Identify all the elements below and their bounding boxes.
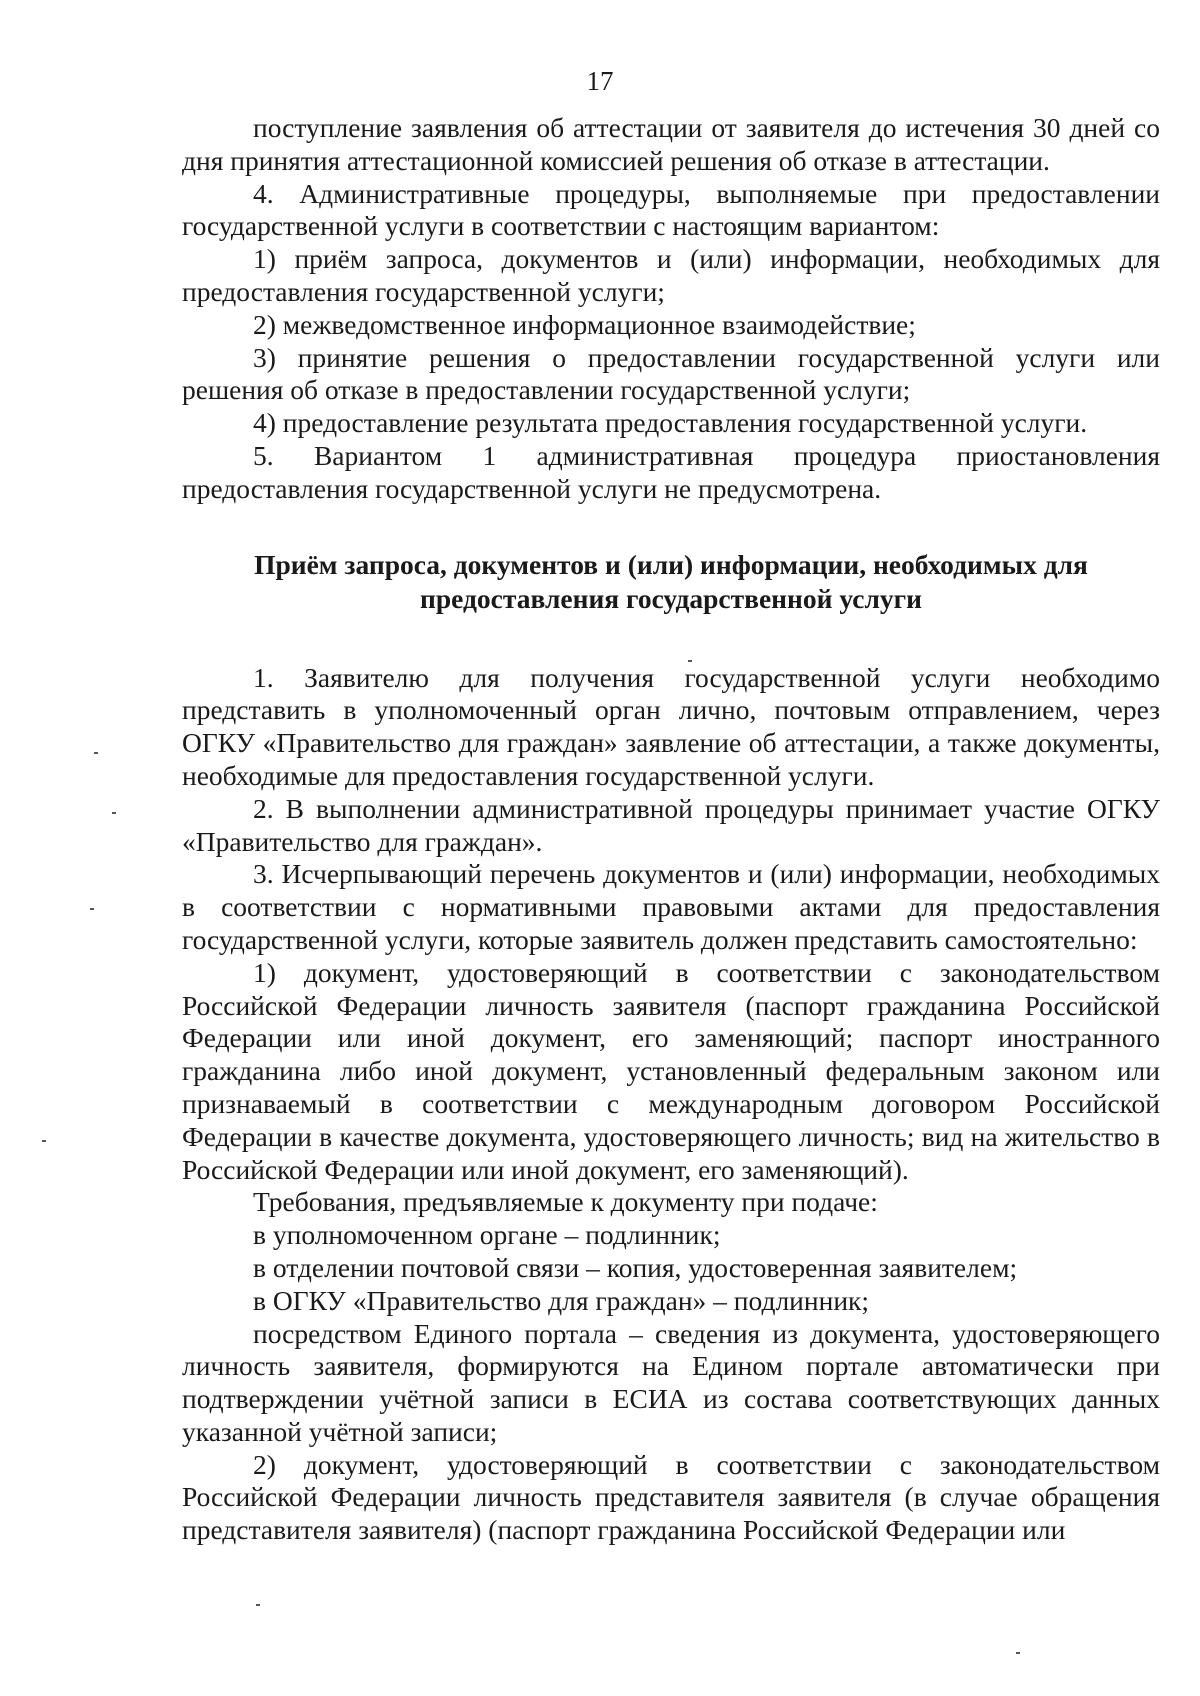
list-item: в уполномоченном органе – подлинник; [253, 1219, 721, 1251]
list-item: 3) принятие решения о предоставлении государственной услуги или решения об отказе в предоставлении государственной услуги; [182, 341, 1160, 406]
paragraph: Требования, предъявляемые к документу при подаче: [253, 1186, 878, 1218]
paragraph: 4. Административные процедуры, выполняемые при предоставлении государственной услуги в соответствии с настоящим вариантом: [182, 177, 1160, 242]
paragraph: 5. Вариантом 1 административная процедура приостановления предоставления государственной услуги не предусмотрена. [182, 439, 1160, 504]
paragraph: 1. Заявителю для получения государственной услуги необходимо представить в уполномоченный орган лично, почтовым отправлением, через ОГКУ «Правительство для граждан» заявление об аттестации, а также документы, необходимые для предоставления государственной услуги. [182, 661, 1160, 791]
page-number: 17 [586, 66, 614, 96]
document-body [182, 112, 1160, 1547]
scan-speck [90, 908, 94, 910]
paragraph: поступление заявления об аттестации от заявителя до истечения 30 дней со дня принятия аттестационной комиссией решения об отказе в аттестации. [182, 112, 1160, 176]
list-item: 2) документ, удостоверяющий в соответствии с законодательством Российской Федерации личность представителя заявителя (в случае обращения представителя заявителя) (паспорт гражданина Российской Федерации или [182, 1448, 1160, 1546]
paragraph: 2. В выполнении административной процедуры принимает участие ОГКУ «Правительство для граждан». [182, 792, 1160, 857]
list-item: 1) приём запроса, документов и (или) информации, необходимых для предоставления государственной услуги; [182, 243, 1160, 307]
list-item: 4) предоставление результата предоставления государственной услуги. [253, 407, 1088, 439]
list-item: в ОГКУ «Правительство для граждан» – подлинник; [253, 1284, 870, 1316]
paragraph: 3. Исчерпывающий перечень документов и (или) информации, необходимых в соответствии с нормативными правовыми актами для предоставления государственной услуги, которые заявитель должен представить самостоятельно: [182, 858, 1160, 955]
scan-speck [688, 660, 692, 662]
list-item: в отделении почтовой связи – копия, удостоверенная заявителем; [253, 1251, 1018, 1283]
section-heading: Приём запроса, документов и (или) информации, необходимых для предоставления государственной услуги [254, 548, 1088, 614]
list-item: посредством Единого портала – сведения из документа, удостоверяющего личность заявителя, формируются на Едином портале автоматически при подтверждении учётной записи в ЕСИА из состава соответствующих данных указанной учётной записи; [182, 1317, 1160, 1447]
list-item: 2) межведомственное информационное взаимодействие; [253, 308, 916, 340]
scan-speck [42, 1140, 46, 1142]
list-item: 1) документ, удостоверяющий в соответствии с законодательством Российской Федерации личность заявителя (паспорт гражданина Российской Федерации или иной документ, его заменяющий; паспорт иностранного гражданина либо иной документ, установленный федеральным законом или признаваемый в соответствии с международным договором Российской Федерации в качестве документа, удостоверяющего личность; вид на жительство в Российской Федерации или иной документ, его заменяющий). [182, 956, 1160, 1185]
scan-speck [256, 1604, 260, 1606]
scan-speck [112, 812, 116, 814]
scan-speck [94, 752, 98, 754]
scan-speck [1016, 1652, 1020, 1654]
